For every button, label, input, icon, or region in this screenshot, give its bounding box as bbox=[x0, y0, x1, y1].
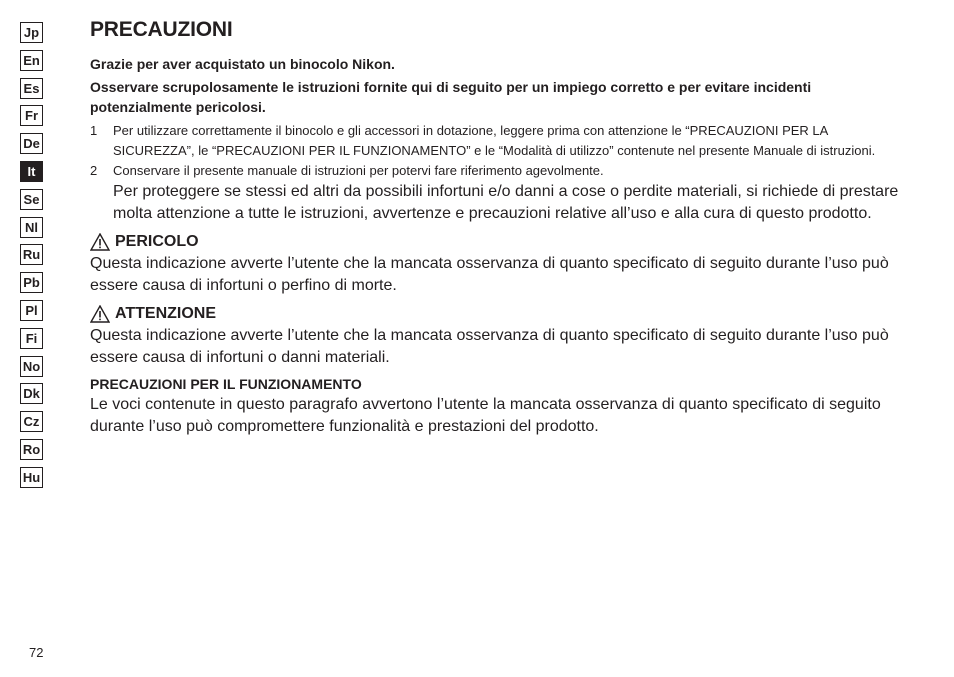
language-tab-ru[interactable]: Ru bbox=[20, 244, 43, 265]
language-tab-jp[interactable]: Jp bbox=[20, 22, 43, 43]
language-tab-de[interactable]: De bbox=[20, 133, 43, 154]
list-item-text: Conservare il presente manuale di istruzioni per potervi fare riferimento agevolmente. bbox=[113, 163, 604, 178]
language-tab-fi[interactable]: Fi bbox=[20, 328, 43, 349]
page-number: 72 bbox=[29, 645, 44, 660]
page-title: PRECAUZIONI bbox=[90, 18, 233, 41]
list-item-number: 1 bbox=[90, 123, 98, 138]
list-item-text: Per utilizzare correttamente il binocolo e gli accessori in dotazione, leggere prima con attenzione le “PRECAUZIONI PER LA SICUREZZA”, le “PRECAUZIONI PER IL FUNZIONAMENTO” e le “Modalità di utilizzo” contenute nel presente Manuale di istruzioni. bbox=[113, 123, 876, 158]
language-tab-es[interactable]: Es bbox=[20, 78, 43, 99]
intro-thanks: Grazie per aver acquistato un binocolo Nikon. bbox=[90, 56, 395, 72]
language-tab-pb[interactable]: Pb bbox=[20, 272, 43, 293]
intro-instructions: Osservare scrupolosamente le istruzioni fornite qui di seguito per un impiego corretto e per evitare incidenti potenzialmente pericolosi. bbox=[90, 79, 812, 115]
warning-triangle-icon bbox=[90, 233, 110, 251]
language-tab-it[interactable]: It bbox=[20, 161, 43, 182]
language-tab-hu[interactable]: Hu bbox=[20, 467, 43, 488]
language-tab-fr[interactable]: Fr bbox=[20, 105, 43, 126]
list-item bbox=[90, 121, 900, 161]
language-tab-en[interactable]: En bbox=[20, 50, 43, 71]
main-content bbox=[90, 16, 900, 438]
language-tab-no[interactable]: No bbox=[20, 356, 43, 377]
language-tabs bbox=[20, 22, 43, 495]
language-tab-nl[interactable]: Nl bbox=[20, 217, 43, 238]
numbered-list bbox=[90, 121, 900, 181]
language-tab-dk[interactable]: Dk bbox=[20, 383, 43, 404]
danger-heading-label: PERICOLO bbox=[115, 233, 199, 250]
list-item-number: 2 bbox=[90, 163, 98, 178]
caution-heading-label: ATTENZIONE bbox=[115, 305, 217, 322]
warning-triangle-icon bbox=[90, 305, 110, 323]
operation-text: Le voci contenute in questo paragrafo avvertono l’utente la mancata osservanza di quanto specificato di seguito durante l’uso può compromettere funzionalità e prestazioni del prodotto. bbox=[90, 396, 881, 435]
caution-text: Questa indicazione avverte l’utente che la mancata osservanza di quanto specificato di seguito durante l’uso può essere causa di infortuni o danni materiali. bbox=[90, 327, 889, 366]
operation-heading: PRECAUZIONI PER IL FUNZIONAMENTO bbox=[90, 376, 362, 392]
danger-text: Questa indicazione avverte l’utente che la mancata osservanza di quanto specificato di seguito durante l’uso può essere causa di infortuni o perfino di morte. bbox=[90, 255, 889, 294]
language-tab-cz[interactable]: Cz bbox=[20, 411, 43, 432]
caution-heading bbox=[90, 303, 900, 325]
language-tab-pl[interactable]: Pl bbox=[20, 300, 43, 321]
language-tab-ro[interactable]: Ro bbox=[20, 439, 43, 460]
protection-paragraph: Per proteggere se stessi ed altri da possibili infortuni e/o danni a cose o perdite materiali, si richiede di prestare molta attenzione a tutte le istruzioni, avvertenze e precauzioni relative all’uso e alla cura di questo prodotto. bbox=[113, 183, 899, 222]
language-tab-se[interactable]: Se bbox=[20, 189, 43, 210]
danger-heading bbox=[90, 231, 900, 253]
list-item bbox=[90, 161, 900, 181]
